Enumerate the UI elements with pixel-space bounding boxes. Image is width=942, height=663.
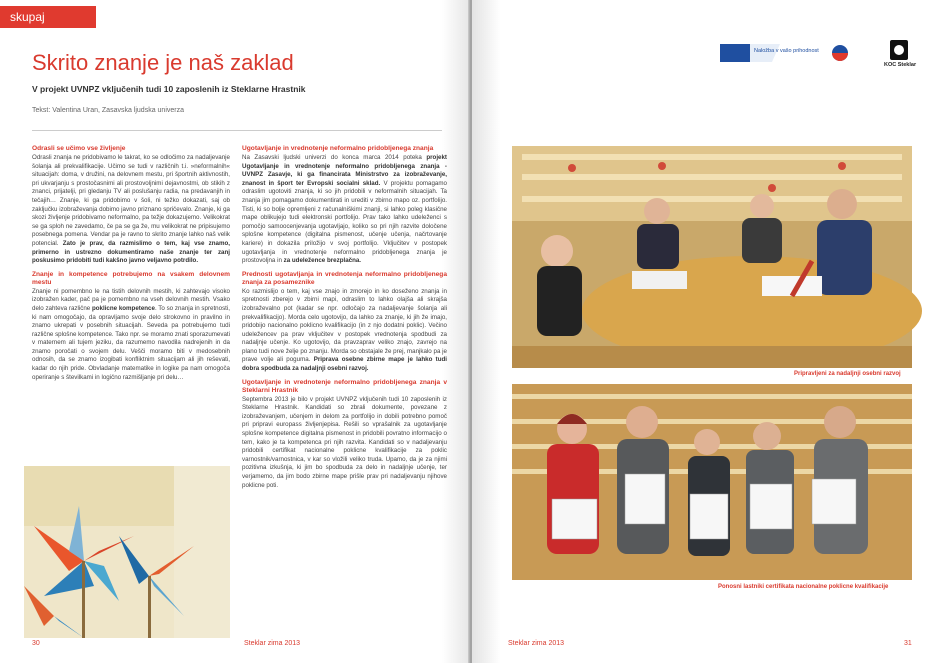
sponsor-logos bbox=[720, 40, 930, 74]
left-folio-name: Steklar zima 2013 bbox=[244, 640, 301, 647]
left-page-number: 30 bbox=[32, 640, 40, 647]
article-byline: Tekst: Valentina Uran, Zasavska ljudska univerza bbox=[32, 107, 184, 114]
right-folio-name: Steklar zima 2013 bbox=[508, 640, 565, 647]
paragraph-steklarna: Septembra 2013 je bilo v projekt UVNPZ vključenih tudi 10 zaposlenih iz Steklarne Hrastnik. Kandidati so zbrali dokumente, povezane z izobraževanjem, učenjem in delom za portfolijo in dobili potrebno pomoč pri pripravi europass življenjepisa. Rešili so vprašalnik za ugotavljanje splošne kompetence digitalna pismenost in pridobili povratno informacijo o tem, kako je ta kompetenca pri njih razvita. Kandidati so v nadaljevanju pridobili certifikat nacionalne poklicne kvalifikacije za poklic varnostnik/varnostnica, v kar so vložili veliko truda. Upamo, da je za njimi pozitivna izkušnja, ki jim bo spodbuda za delo in nadaljnje učenje, ter verjamemo, da jim bodo zbirne mape prišle prav pri nadaljevanju njihove poklicne poti. bbox=[242, 395, 447, 489]
photo-caption-meeting: Pripravljeni za nadaljnji osebni razvoj bbox=[794, 371, 901, 377]
heading-competences: Znanje in kompetence potrebujemo na vsakem delovnem mestu bbox=[32, 270, 230, 286]
heading-lifelong-learning: Odrasli se učimo vse življenje bbox=[32, 145, 126, 152]
paragraph-lifelong: Odrasli znanja ne pridobivamo le takrat, ko se odločimo za nadaljevanje šolanja ali prekvalifikacije. Učimo se tudi v različnih t.i. »neformalnih« situacijah: doma, v družini, na delovnem mestu, pri športnih aktivnostih, pri ukvarjanju s prostočasnimi ali prostovoljnimi dejavnostmi, ob stikih z znanci, prijatelji, pri gledanju TV ali poslušanju radia, na predavanjih in tečajih… Znanje, ki ga pridobimo v šoli, ni težko dokazati, saj ob zaključku izobraževanja dobimo javno priznano spričevalo. Znanje, ki ga skozi življenje pridobivamo neformalno, pa težje dokazujemo. Velikokrat se ga sploh ne zavedamo, če pa se ga že, mu velikokrat ne pripisujemo posebnega pomena. Vendar pa je ravno to skrito znanje lahko naš velik potencial. Zato je prav, da razmislimo o tem, kaj vse znamo, primerno in ustrezno dokumentiramo naše znanje ter zanj poskusimo pridobiti tudi kakšno javno veljavno potrdilo. bbox=[32, 154, 230, 265]
paragraph-advantages: Ko razmislijo o tem, kaj vse znajo in zmorejo in ko doseženo znanja in spretnosti zberejo v zbirni mapi, odraslim to lahko olajša ali skrajša izobraževalno pot (kadar se npr. odločajo za nadaljevanje šolanja ali prekvalifikacijo). Morda celo ugotovijo, da lahko za znanje, ki jih že imajo, pridobijo nacionalno poklicno kvalifikacijo (in z njo dodatni poklic). Večino udeležencev pa prav vključitev v postopek vrednotenja spodbudi za nadaljnje učenje. Ko ugotovijo, da pravzaprav veliko znajo, zavrejo na plano tudi nove želje po znanju. Morda so obstajale že prej, manjkalo pa je prave volje ali poguma. Priprava osebne zbirne mape je lahko tudi dobra spodbuda za nadaljnji osebni razvoj. bbox=[242, 287, 447, 373]
heading-advantages: Prednosti ugotavljanja in vrednotenja neformalno pridobljenega znanja za posameznike bbox=[242, 270, 447, 286]
article-title: Skrito znanje je naš zaklad bbox=[32, 50, 294, 75]
column-1 bbox=[32, 145, 230, 387]
eu-slogan: Naložba v vašo prihodnost bbox=[754, 48, 819, 54]
section-tag: skupaj ustvarjamo bbox=[0, 6, 96, 28]
meeting-photo bbox=[512, 146, 912, 368]
heading-recognition: Ugotavljanje in vrednotenje neformalno pridobljenega znanja bbox=[242, 145, 434, 152]
paragraph-recognition: Na Zasavski ljudski univerzi do konca marca 2014 poteka projekt Ugotavljanje in vrednotenje neformalno pridobljenega znanja - UVNPZ Zasavje, ki ga financirata Ministrstvo za izobraževanje, znanost in šport ter Evropski socialni sklad. V projektu pomagamo odraslim ugotoviti znanja, ki so jih pridobili v neformalnih situacijah. Ta znanja jim pomagamo dokumentirati in urediti v zbirno mapo oz. portfolijo. Tisti, ki so bolje opremljeni z računalniškimi znanji, si lahko poleg klasične mape oblikujejo tudi elektronski portfolijo. Prav tako lahko udeleženci s pomočjo samoocenjevanja ugotavljajo, koliko so pri njih razvite določene splošne kompetence (digitalna pismenost, učenje učenja, načrtovanje kariere) in dokazila priložijo v svoj portfolijo. Vključitev v postopek ugotavljanja in vrednotenje neformalno pridobljenega znanja je prostovoljna in za udeležence brezplačna. bbox=[242, 154, 447, 265]
heading-steklarna: Ugotavljanje in vrednotenje neformalno pridobljenega znanja v Steklarni Hrastnik bbox=[242, 378, 447, 394]
article-subtitle: V projekt UVNPZ vključenih tudi 10 zaposlenih iz Steklarne Hrastnik bbox=[32, 84, 306, 94]
column-2 bbox=[242, 145, 447, 495]
pinwheel-photo bbox=[24, 466, 230, 638]
right-page bbox=[242, 0, 942, 663]
paragraph-competences: Znanje ni pomembno le na tistih delovnih mestih, ki zahtevajo visoko izobražen kader, pač pa je pomembno na vseh delovnih mestih. Vsako delo zahteva različne poklicne kompetence. To so znanja in spretnosti, ki nam omogočajo, da opravljamo svoje delo strokovno in pravilno in znamo ukrepati v posebnih situacijah. Seveda pa potrebujemo tudi različne splošne kompetence. Tako npr. se moramo znati sporazumevati v maternem ali tujem jeziku, da razumemo navodila nadrejenih in da znamo poročati o svojem delu. Vešči moramo biti v medosebnih odnosih, da se znamo izogibati konfliktnim situacijam ali jih reševati, kadar do njih pride. Obvladanje matematike in logike pa nam omogoča operiranje s številkami in logično razmišljanje pri delu… bbox=[32, 287, 230, 381]
right-page-number: 31 bbox=[904, 640, 912, 647]
eu-logo-icon bbox=[720, 40, 930, 74]
header-divider bbox=[32, 130, 442, 131]
photo-caption-certificate: Ponosni lastniki certifikata nacionalne poklicne kvalifikacije bbox=[718, 584, 889, 590]
koc-label: KOC Steklar bbox=[884, 62, 917, 68]
certificate-photo bbox=[512, 384, 912, 580]
